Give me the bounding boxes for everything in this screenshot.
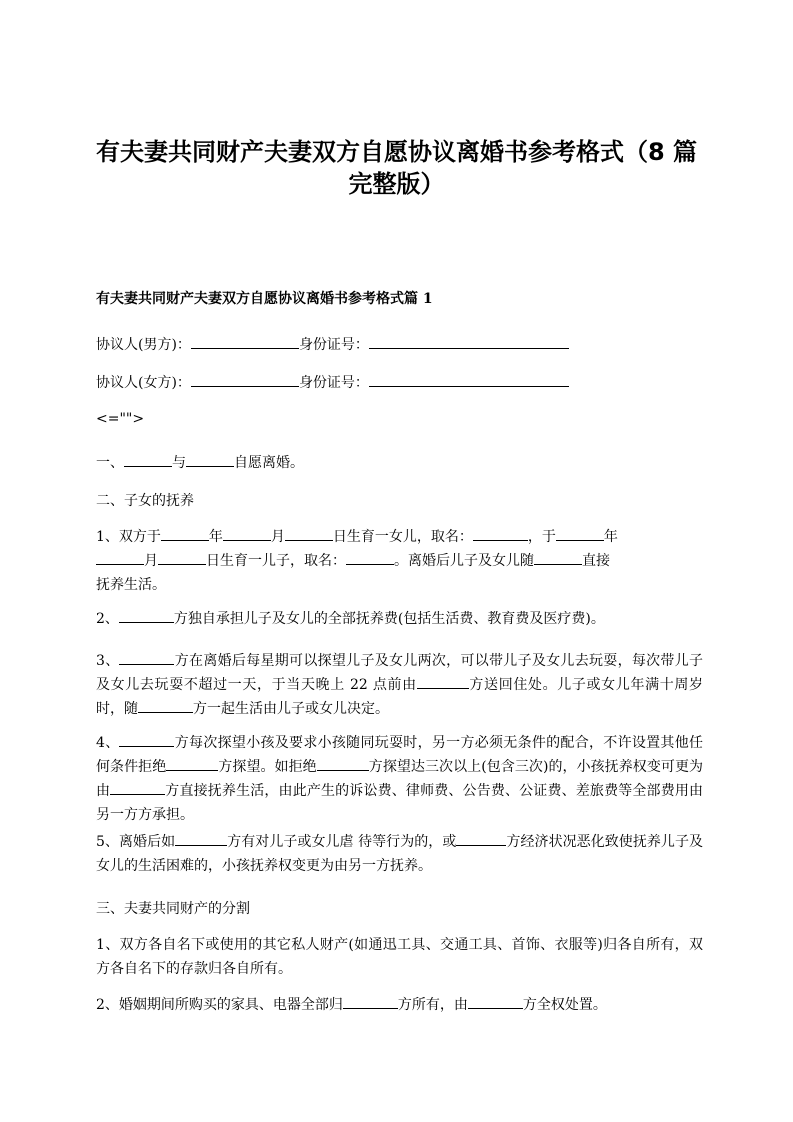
- text: 日生育一女儿，取名：: [332, 529, 473, 545]
- title-line-2: 完整版）: [348, 170, 445, 198]
- blank: [110, 780, 165, 795]
- blank: [175, 831, 227, 846]
- clause-divorce-suffix: 自愿离婚。: [234, 455, 304, 471]
- text: 抚养生活。: [96, 577, 166, 593]
- female-name-blank: [191, 372, 299, 387]
- blank: [346, 550, 394, 565]
- text: 方经济状况恶化致使抚养儿子及女儿的生活困难的，小孩抚养权变更为由另一方抚养。: [96, 834, 704, 874]
- text: 2、婚姻期间所购买的家具、电器全部归: [96, 997, 343, 1013]
- blank: [556, 526, 604, 541]
- text: 方有对儿子或女儿虐 待等行为的，或: [227, 834, 457, 850]
- text: 4、: [96, 735, 120, 751]
- text: 月: [270, 529, 285, 545]
- blank: [96, 550, 144, 565]
- clause-divorce: [96, 451, 703, 475]
- title-line-1: 有夫妻共同财产夫妻双方自愿协议离婚书参考格式（8 篇: [95, 138, 698, 166]
- heading-property: 三、夫妻共同财产的分割: [96, 901, 250, 917]
- text: 1、双方于: [96, 529, 161, 545]
- male-id-blank: [369, 334, 569, 349]
- stray-text: <="">: [96, 411, 145, 427]
- section-title: 有夫妻共同财产夫妻双方自愿协议离婚书参考格式篇 1: [96, 291, 433, 307]
- text: 月: [144, 553, 158, 569]
- blank: [138, 698, 193, 713]
- blank: [468, 994, 523, 1009]
- clause-property-1: 1、双方各自名下或使用的其它私人财产(如通迅工具、交通工具、首饰、衣服等)归各自所有，双方各自名下的存款归各自所有。: [96, 937, 703, 977]
- blank: [158, 550, 206, 565]
- female-id-label: 身份证号：: [298, 375, 369, 391]
- blank: [456, 831, 506, 846]
- text: ，于: [527, 529, 556, 545]
- text: 年: [603, 529, 618, 545]
- blank: [317, 756, 369, 771]
- clause-divorce-prefix: 一、: [96, 455, 124, 471]
- text: 方独自承担儿子及女儿的全部抚养费(包括生活费、教育费及医疗费)。: [173, 611, 605, 627]
- blank: [119, 650, 174, 665]
- male-name-blank: [191, 334, 299, 349]
- document-title: [60, 136, 733, 200]
- blank: [223, 526, 271, 541]
- blank: [161, 526, 209, 541]
- blank: [119, 732, 174, 747]
- clause-children-4: [96, 731, 703, 827]
- male-id-label: 身份证号：: [298, 337, 369, 353]
- text: 年: [208, 529, 223, 545]
- clause-divorce-and: 与: [172, 455, 186, 471]
- text: 2、: [96, 611, 119, 627]
- text: 方全权处置。: [522, 997, 607, 1013]
- text: 5、离婚后如: [96, 834, 176, 850]
- blank: [343, 994, 398, 1009]
- text: 直接: [582, 553, 610, 569]
- blank: [119, 608, 174, 623]
- female-id-blank: [369, 372, 569, 387]
- blank: [417, 674, 469, 689]
- blank: [473, 526, 528, 541]
- text: 方每次探望小孩及要求小孩随同玩耍时，另一方必须无条件的配合，不许设置其他任何条件拒绝: [96, 735, 703, 775]
- text: 方在离婚后每星期可以探望儿子及女儿两次，可以带儿子及女儿去玩耍，每次带儿子及女儿去玩耍不超过一天，于当天晚上 22 点前由: [96, 653, 703, 693]
- text: 方一起生活由儿子或女儿决定。: [193, 701, 389, 717]
- blank: [166, 756, 218, 771]
- text: 方直接抚养生活，由此产生的诉讼费、律师费、公告费、公证费、差旅费等全部费用由另一方方承担。: [96, 783, 704, 823]
- heading-children: 二、子女的抚养: [96, 493, 194, 509]
- text: 日生育一儿子，取名：: [206, 553, 346, 569]
- text: 方探望。如拒绝: [218, 759, 317, 775]
- blank: [186, 452, 234, 467]
- party-male-line: [96, 333, 703, 357]
- clause-property-2: [96, 993, 703, 1017]
- text: 方所有，由: [397, 997, 468, 1013]
- clause-children-2: [96, 607, 703, 631]
- party-female-label: 协议人(女方)：: [96, 375, 191, 391]
- party-male-label: 协议人(男方)：: [96, 337, 191, 353]
- blank: [534, 550, 582, 565]
- text: 。离婚后儿子及女儿随: [394, 553, 534, 569]
- text: 方探望达三次以上(包含三次)的，小孩抚养权变可更为由: [96, 759, 703, 799]
- clause-children-3: [96, 649, 703, 721]
- party-female-line: [96, 371, 703, 395]
- blank: [124, 452, 172, 467]
- clause-children-5: [96, 830, 703, 878]
- clause-children-1: [96, 525, 703, 597]
- blank: [285, 526, 333, 541]
- text: 3、: [96, 653, 120, 669]
- text: 方送回住处。儿子或女儿年满十周岁时，随: [96, 677, 704, 717]
